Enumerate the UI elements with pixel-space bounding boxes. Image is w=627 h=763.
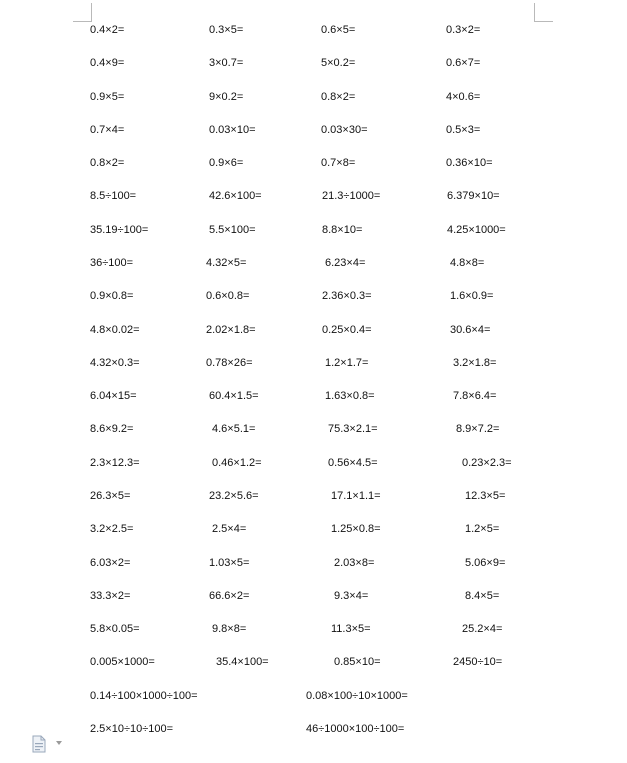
problem-cell: 0.78×26=: [206, 357, 253, 369]
problem-cell: 75.3×2.1=: [328, 423, 378, 435]
problem-row: [0, 188, 627, 204]
problem-cell: 5.5×100=: [209, 224, 256, 236]
problem-cell: 66.6×2=: [209, 590, 250, 602]
problem-row: [0, 155, 627, 171]
problem-cell: 21.3÷1000=: [322, 190, 381, 202]
problem-cell: 0.3×5=: [209, 24, 244, 36]
page-corner-marker-left: [73, 3, 92, 22]
problem-row: [0, 488, 627, 504]
problem-cell: 4.25×1000=: [447, 224, 506, 236]
problem-cell: 0.6×0.8=: [206, 290, 250, 302]
problem-cell: 3.2×1.8=: [453, 357, 497, 369]
problem-cell: 2.36×0.3=: [322, 290, 372, 302]
problem-cell: 6.23×4=: [325, 257, 366, 269]
problem-cell: 0.46×1.2=: [212, 457, 262, 469]
problem-cell: 8.6×9.2=: [90, 423, 134, 435]
compound-problem-cell: 0.14÷100×1000÷100=: [90, 690, 198, 702]
problem-cell: 6.03×2=: [90, 557, 131, 569]
compound-problem-row: [0, 688, 627, 704]
problem-row: [0, 654, 627, 670]
problem-cell: 0.9×0.8=: [90, 290, 134, 302]
problem-row: [0, 588, 627, 604]
problem-cell: 0.5×3=: [446, 124, 481, 136]
page-corner-marker-right: [534, 3, 553, 22]
problem-cell: 2450÷10=: [453, 656, 503, 668]
problem-row: [0, 222, 627, 238]
problem-cell: 35.4×100=: [216, 656, 269, 668]
problem-cell: 2.5×4=: [212, 523, 247, 535]
problem-cell: 25.2×4=: [462, 623, 503, 635]
problem-cell: 4.32×0.3=: [90, 357, 140, 369]
problem-cell: 0.36×10=: [446, 157, 493, 169]
problem-cell: 9.8×8=: [212, 623, 247, 635]
problem-cell: 9×0.2=: [209, 91, 244, 103]
problem-cell: 2.02×1.8=: [206, 324, 256, 336]
problem-row: [0, 322, 627, 338]
problem-cell: 0.9×6=: [209, 157, 244, 169]
problem-cell: 2.3×12.3=: [90, 457, 140, 469]
problem-cell: 7.8×6.4=: [453, 390, 497, 402]
problem-cell: 2.03×8=: [334, 557, 375, 569]
problem-cell: 0.9×5=: [90, 91, 125, 103]
document-icon[interactable]: [31, 735, 47, 753]
problem-cell: 42.6×100=: [209, 190, 262, 202]
problem-cell: 4.8×8=: [450, 257, 485, 269]
problem-cell: 1.6×0.9=: [450, 290, 494, 302]
problem-cell: 0.03×30=: [321, 124, 368, 136]
problem-cell: 4.32×5=: [206, 257, 247, 269]
problem-cell: 0.7×4=: [90, 124, 125, 136]
problem-row: [0, 355, 627, 371]
compound-problem-cell: 0.08×100÷10×1000=: [306, 690, 408, 702]
problem-cell: 1.03×5=: [209, 557, 250, 569]
problem-cell: 5.8×0.05=: [90, 623, 140, 635]
problem-cell: 0.4×2=: [90, 24, 125, 36]
problem-cell: 5×0.2=: [321, 57, 356, 69]
problem-row: [0, 122, 627, 138]
problem-cell: 12.3×5=: [465, 490, 506, 502]
problem-row: [0, 421, 627, 437]
problem-row: [0, 621, 627, 637]
problem-cell: 0.6×5=: [321, 24, 356, 36]
problem-row: [0, 22, 627, 38]
problem-cell: 1.63×0.8=: [325, 390, 375, 402]
problem-cell: 8.4×5=: [465, 590, 500, 602]
compound-problem-cell: 2.5×10÷10÷100=: [90, 723, 174, 735]
problem-cell: 33.3×2=: [90, 590, 131, 602]
caret-down-icon[interactable]: [56, 741, 62, 745]
problem-cell: 3.2×2.5=: [90, 523, 134, 535]
problem-row: [0, 89, 627, 105]
problem-cell: 0.23×2.3=: [462, 457, 512, 469]
compound-problem-row: [0, 721, 627, 737]
problem-cell: 8.9×7.2=: [456, 423, 500, 435]
problem-cell: 60.4×1.5=: [209, 390, 259, 402]
problem-cell: 6.04×15=: [90, 390, 137, 402]
problem-cell: 17.1×1.1=: [331, 490, 381, 502]
problem-row: [0, 521, 627, 537]
problem-cell: 6.379×10=: [447, 190, 500, 202]
problem-cell: 8.8×10=: [322, 224, 363, 236]
problem-cell: 23.2×5.6=: [209, 490, 259, 502]
problem-cell: 11.3×5=: [331, 623, 371, 635]
problem-cell: 9.3×4=: [334, 590, 369, 602]
problem-row: [0, 55, 627, 71]
problem-cell: 0.005×1000=: [90, 656, 155, 668]
problem-cell: 1.2×1.7=: [325, 357, 369, 369]
problem-cell: 0.8×2=: [321, 91, 356, 103]
problem-cell: 1.2×5=: [465, 523, 500, 535]
problem-cell: 26.3×5=: [90, 490, 131, 502]
problem-cell: 5.06×9=: [465, 557, 506, 569]
problem-cell: 0.8×2=: [90, 157, 125, 169]
problem-cell: 0.4×9=: [90, 57, 125, 69]
problem-cell: 0.25×0.4=: [322, 324, 372, 336]
compound-problem-cell: 46÷1000×100÷100=: [306, 723, 405, 735]
problem-cell: 0.85×10=: [334, 656, 381, 668]
problem-row: [0, 255, 627, 271]
problem-cell: 4.6×5.1=: [212, 423, 256, 435]
problem-cell: 1.25×0.8=: [331, 523, 381, 535]
problem-cell: 36÷100=: [90, 257, 134, 269]
problem-cell: 4×0.6=: [446, 91, 481, 103]
problem-cell: 4.8×0.02=: [90, 324, 140, 336]
problem-cell: 3×0.7=: [209, 57, 244, 69]
problem-cell: 0.7×8=: [321, 157, 356, 169]
problem-row: [0, 288, 627, 304]
problem-row: [0, 555, 627, 571]
problem-cell: 0.56×4.5=: [328, 457, 378, 469]
problem-cell: 30.6×4=: [450, 324, 491, 336]
problem-row: [0, 455, 627, 471]
problem-cell: 0.6×7=: [446, 57, 481, 69]
problem-cell: 8.5÷100=: [90, 190, 137, 202]
problem-cell: 0.3×2=: [446, 24, 481, 36]
problem-row: [0, 388, 627, 404]
problem-cell: 0.03×10=: [209, 124, 256, 136]
problem-cell: 35.19÷100=: [90, 224, 149, 236]
